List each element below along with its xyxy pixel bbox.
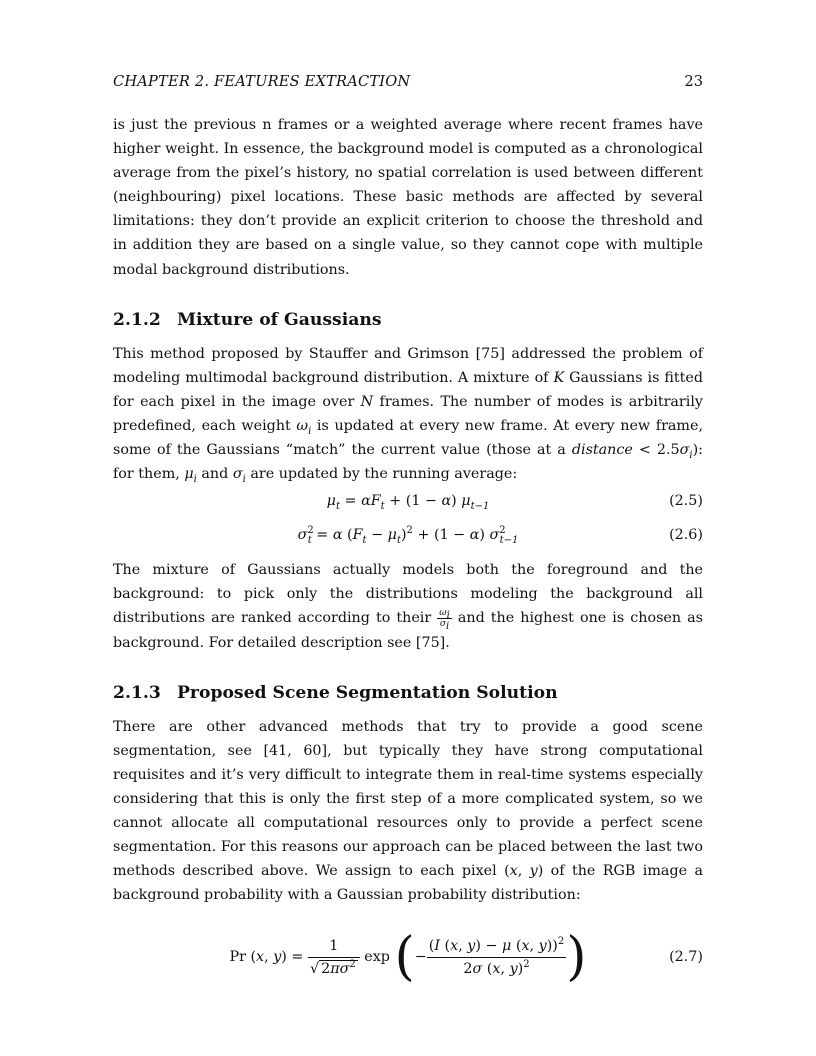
- equation-number: (2.5): [669, 493, 703, 510]
- section-heading: [113, 308, 703, 332]
- fraction-omega-sigma: $\frac{\omega_i}{\sigma_i}$: [439, 607, 450, 632]
- paragraph: There are other advanced methods that try to provide a good scene segmentation, see [41, 60], but typically they have strong computational requisites and it’s very difficult to integrate them in real-time systems especially considering that this is only the first step of a more complicated system, so we cannot allocate all computational resources only to provide a perfect scene segmentation. For this reasons our approach can be placed between the last two methods described above. We assign to each pixel (x, y) of the RGB image a background probability with a Gaussian probability distribution:: [113, 718, 703, 904]
- chapter-title: CHAPTER 2. FEATURES EXTRACTION: [113, 73, 411, 90]
- paragraph: The mixture of Gaussians actually models both the foreground and the background: to pick only the distributions modeling the background all distributions are ranked according to their $\frac{\omega_i}{\sigma_i}$ and the highest one is chosen as background. For detailed description see [75].: [113, 562, 703, 651]
- equation-body: $\sigma^2_t = \alpha$ $(F_t - \mu_t)^2 + (1 - \alpha)$ $\sigma^2_{t-1}$: [297, 525, 519, 547]
- equation-number: (2.6): [669, 527, 703, 544]
- section-heading: [113, 681, 703, 705]
- running-header: [113, 72, 703, 92]
- page-number: 23: [684, 73, 703, 90]
- paragraph: This method proposed by Stauffer and Grimson [75] addressed the problem of modeling multimodal background distribution. A mixture of K Gaussians is fitted for each pixel in the image over N frames. The number of modes is arbitrarily predefined, each weight $\omega_i$ is updated at every new frame. At every new frame, some of the Gaussians “match” the current value (those at a distance < $2.5\sigma_i$): for them, $\mu_i$ and $\sigma_i$ are updated by the running average:: [113, 345, 703, 485]
- equation-body: $\mu_t = \alpha F_t + (1 - \alpha)$ $\mu_{t-1}$: [326, 493, 490, 513]
- equation: [113, 520, 703, 550]
- equation: [113, 486, 703, 516]
- section-number: 2.1.2: [113, 309, 161, 330]
- section-title: Mixture of Gaussians: [177, 309, 382, 330]
- equation-number: (2.7): [669, 949, 703, 966]
- section-title: Proposed Scene Segmentation Solution: [177, 682, 558, 703]
- section-number: 2.1.3: [113, 682, 161, 703]
- body-text: [113, 113, 703, 993]
- equation: [113, 921, 703, 993]
- paragraph: is just the previous n frames or a weighted average where recent frames have higher weight. In essence, the background model is computed as a chronological average from the pixel’s history, no spatial correlation is used between different (neighbouring) pixel locations. These basic methods are affected by several limitations: they don’t provide an explicit criterion to choose the threshold and in addition they are based on a single value, so they cannot cope with multiple modal background distributions.: [113, 117, 703, 278]
- equation-body: Pr (x, y) = $\frac{1}{√ 2\pi\sigma^2}$ exp (− $\frac{(I (x, y) - \mu (x, y))^2}{2\sigma (x, y)^2}$ ): [229, 927, 587, 988]
